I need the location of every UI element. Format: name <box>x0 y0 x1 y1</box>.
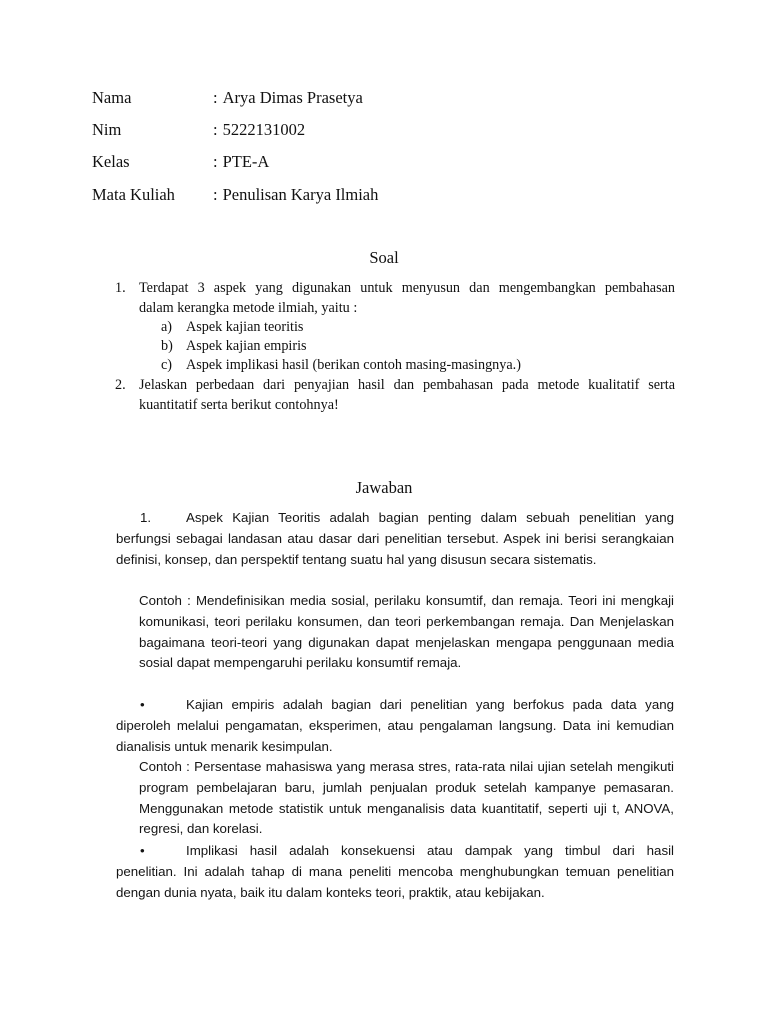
question-text <box>139 279 675 318</box>
colon: : <box>213 185 218 204</box>
answer-example-theoretical: Contoh : Mendefinisikan media sosial, perilaku konsumtif, dan remaja. Teori ini mengkaji komunikasi, teori perilaku konsumen, dan teori perkembangan remaja. Dan Menjelaskan bagaimana teori-teori yang digunakan dapat menjelaskan mengapa penggunaan media sosial dapat mempengaruhi perilaku konsumtif remaja. <box>139 593 674 671</box>
question-line: Jelaskan perbedaan dari penyajian hasil dan pembahasan pada metode kualitatif serta <box>139 377 675 393</box>
info-value-text: 5222131002 <box>222 120 306 139</box>
info-label: Mata Kuliah <box>92 185 175 204</box>
colon: : <box>213 120 218 139</box>
colon: : <box>213 88 218 107</box>
paragraph-body: berfungsi sebagai landasan atau dasar dari penelitian tersebut. Aspek ini berisi serangkaian definisi, konsep, dan perspektif tentang suatu hal yang disusun secara sistematis. <box>116 530 674 567</box>
paragraph-first-line <box>116 841 674 862</box>
paragraph-first-line <box>116 508 674 529</box>
paragraph-body: diperoleh melalui pengamatan, eksperimen, atau pengalaman langsung. Data ini kemudian dianalisis untuk menarik kesimpulan. <box>116 717 674 754</box>
sub-marker: c) <box>161 357 173 373</box>
question-number: 1. <box>115 280 126 296</box>
question-number: 2. <box>115 377 126 393</box>
answer-paragraph-theoretical <box>116 508 674 570</box>
info-value <box>213 184 378 206</box>
question-line: kuantitatif serta berikut contohnya! <box>139 396 339 413</box>
list-number: 1. <box>140 510 152 525</box>
sub-text: Aspek kajian empiris <box>186 338 307 354</box>
info-value-text: PTE-A <box>222 152 270 171</box>
info-value <box>213 119 305 141</box>
info-label: Nama <box>92 88 132 107</box>
paragraph-lead-text: Kajian empiris adalah bagian dari penelitian yang berfokus pada data yang <box>186 697 674 712</box>
sub-text: Aspek implikasi hasil (berikan contoh masing-masingnya.) <box>186 357 521 373</box>
answer-example-empirical: Contoh : Persentase mahasiswa yang merasa stres, rata-rata nilai ujian setelah mengikuti program pembelajaran baru, jumlah penjualan produk setelah kampanye pemasaran. Menggunakan metode statistik untuk menganalisis data kuantitatif, seperti uji t, ANOVA, regresi, dan korelasi. <box>139 759 674 837</box>
paragraph-lead-text: Aspek Kajian Teoritis adalah bagian penting dalam sebuah penelitian yang <box>186 510 674 525</box>
info-value-text: Penulisan Karya Ilmiah <box>222 185 379 204</box>
info-label: Kelas <box>92 152 130 171</box>
question-1 <box>0 279 768 319</box>
question-line: dalam kerangka metode ilmiah, yaitu : <box>139 299 358 316</box>
bullet-marker: • <box>140 843 145 858</box>
info-value <box>213 87 363 109</box>
paragraph-lead-text: Implikasi hasil adalah konsekuensi atau dampak yang timbul dari hasil <box>186 843 674 858</box>
jawaban-title: Jawaban <box>355 478 413 497</box>
colon: : <box>213 152 218 171</box>
sub-marker: b) <box>161 338 173 354</box>
answer-paragraph-empirical <box>116 695 674 757</box>
paragraph-first-line <box>116 695 674 716</box>
answer-paragraph-implication <box>116 841 674 903</box>
info-value <box>213 151 269 173</box>
info-value-text: Arya Dimas Prasetya <box>222 88 363 107</box>
question-text <box>139 376 675 415</box>
sub-marker: a) <box>161 319 173 335</box>
info-label: Nim <box>92 120 122 139</box>
sub-text: Aspek kajian teoritis <box>186 319 304 335</box>
question-2 <box>0 376 768 416</box>
paragraph-body: penelitian. Ini adalah tahap di mana peneliti mencoba menghubungkan temuan penelitian dengan dunia nyata, baik itu dalam konteks teori, praktik, atau kebijakan. <box>116 863 674 900</box>
bullet-marker: • <box>140 697 145 712</box>
soal-title: Soal <box>369 248 399 267</box>
question-line: Terdapat 3 aspek yang digunakan untuk menyusun dan mengembangkan pembahasan <box>139 280 675 296</box>
